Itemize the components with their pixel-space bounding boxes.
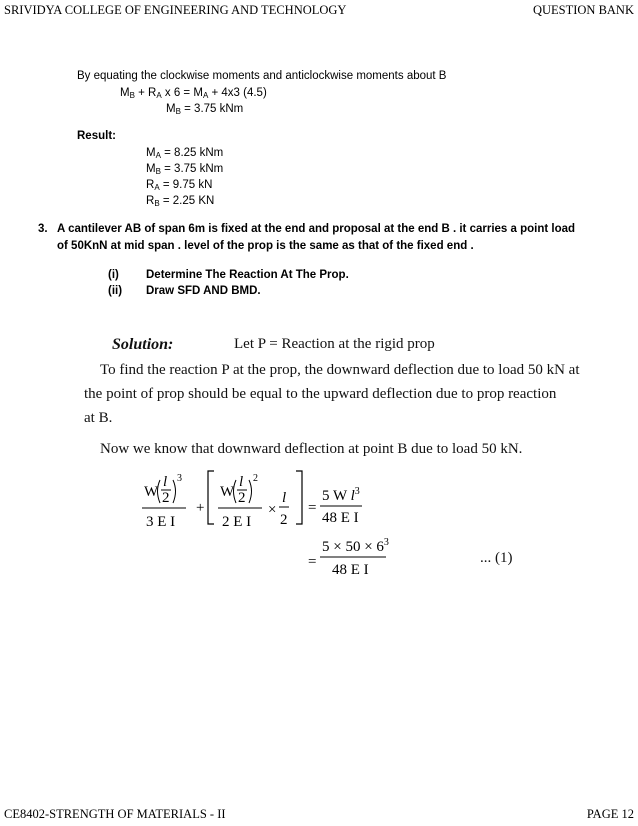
part-number: (ii) [108, 285, 123, 297]
svg-text:48 E I: 48 E I [332, 562, 369, 578]
equation-term: l [163, 474, 168, 490]
svg-text:=: = [308, 554, 317, 570]
result-item: $R_B = 2.25$ KN [146, 195, 215, 208]
part-number: (i) [108, 269, 119, 281]
equation-bracket [208, 471, 214, 524]
equation-term: W [220, 484, 235, 500]
svg-text:48 E I: 48 E I [322, 510, 359, 526]
svg-text:2: 2 [238, 490, 246, 506]
part-text: Determine The Reaction At The Prop. [146, 269, 349, 281]
question-number: 3. [38, 223, 48, 235]
footer-page-number: PAGE 12 [586, 807, 634, 821]
svg-text:2 E I: 2 E I [222, 514, 252, 530]
equation-term: + [196, 500, 205, 516]
solution-paragraph-line: To find the reaction P at the prop, the downward deflection due to load 50 kN at [100, 362, 580, 378]
solution-label: Solution: [112, 336, 174, 353]
header-college-name: SRIVIDYA COLLEGE OF ENGINEERING AND TECHNOLOGY [4, 3, 347, 17]
moments-equation-2: $M_B = 3.75$ kNm [166, 103, 244, 116]
deflection-equation [140, 466, 530, 581]
svg-text:2: 2 [253, 473, 258, 484]
svg-text:5 W l3: 5 W $l^3$ [322, 486, 360, 504]
result-heading: Result: [77, 130, 116, 142]
equation-term: 3 [177, 473, 182, 484]
question-line-1: A cantilever AB of span 6m is fixed at the end and proposal at the end B . it carries a point load [57, 223, 576, 235]
moments-intro: By equating the clockwise moments and anticlockwise moments about B [77, 70, 447, 82]
svg-text:=: = [308, 500, 317, 516]
equation-bracket [296, 471, 302, 524]
result-item: $M_B = 3.75$ kNm [146, 163, 224, 176]
equation-paren [173, 480, 176, 503]
equation-term: 2 [162, 490, 170, 506]
equation-term: 3 E I [146, 514, 176, 530]
solution-paragraph-line: the point of prop should be equal to the upward deflection due to prop reaction [84, 386, 557, 402]
question-line-2: of 50KnN at mid span . level of the prop is the same as that of the fixed end . [57, 240, 474, 252]
part-text: Draw SFD AND BMD. [146, 285, 261, 297]
footer-course: CE8402-STRENGTH OF MATERIALS - II [4, 807, 226, 821]
equation-reference: ... (1) [480, 550, 513, 566]
result-item: $R_A = 9.75$ kN [146, 179, 213, 192]
moments-equation-1: $M_B + R_A$ x $6 = M_A + 4x3$ (4.5) [120, 87, 267, 100]
solution-paragraph-line: Now we know that downward deflection at point B due to load 50 kN. [100, 441, 523, 457]
svg-text:l: l [239, 474, 244, 490]
solution-paragraph-line: at B. [84, 410, 113, 426]
svg-text:2: 2 [280, 512, 288, 528]
header-question-bank: QUESTION BANK [532, 3, 634, 17]
svg-text:×: × [268, 502, 277, 518]
svg-text:l: l [282, 490, 287, 506]
result-item: $M_A = 8.25$ kNm [146, 147, 224, 160]
svg-text:5 × 50 × 63: $5 \times 50 \times 6^3$ [322, 537, 389, 555]
solution-let-statement: Let P = Reaction at the rigid prop [234, 336, 435, 352]
equation-term: W [144, 484, 159, 500]
